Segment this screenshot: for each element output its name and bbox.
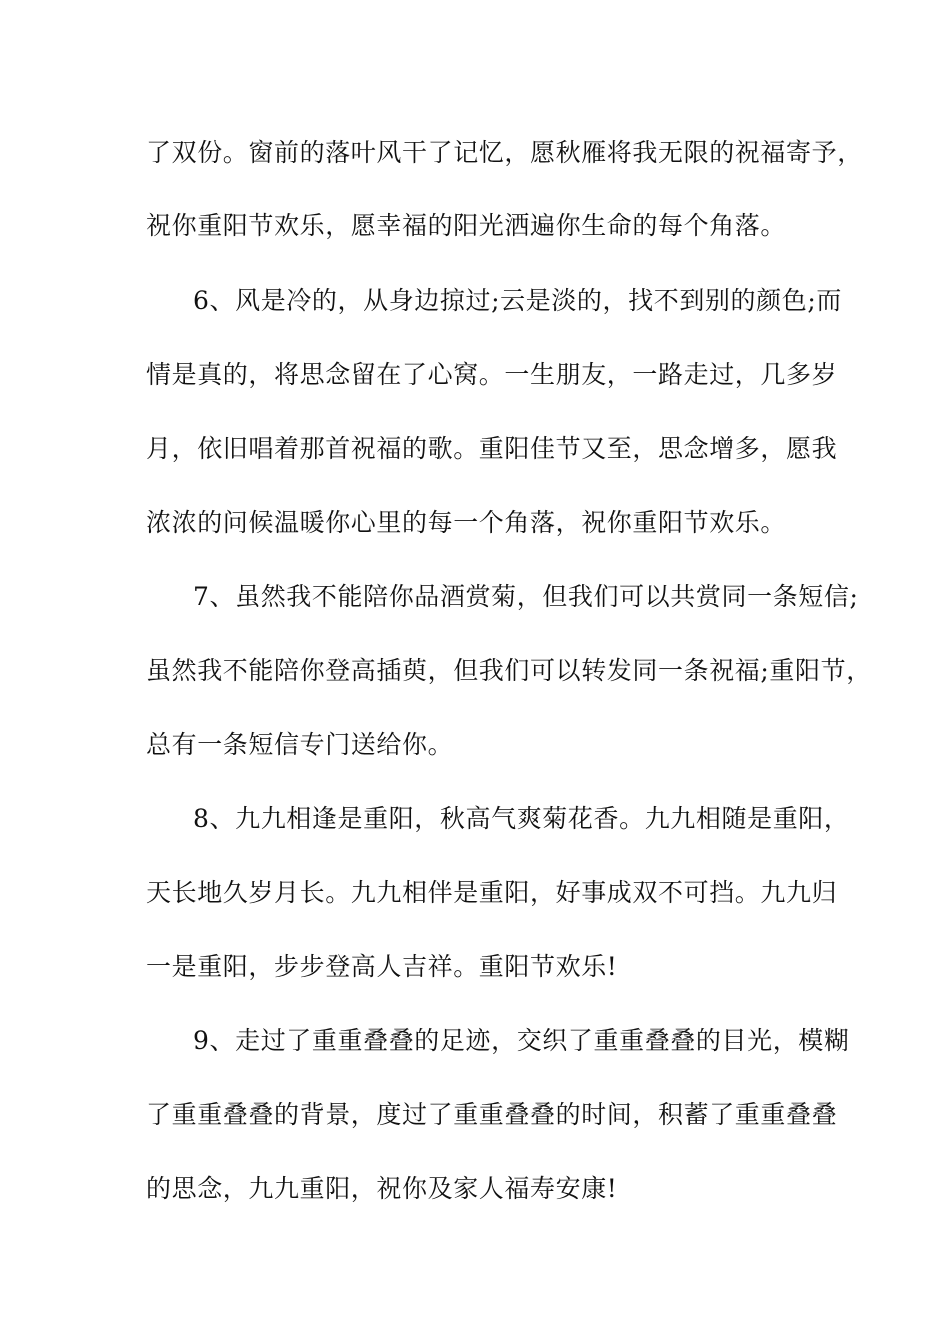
- text-line: 了双份。窗前的落叶风干了记忆，愿秋雁将我无限的祝福寄予，: [146, 138, 863, 167]
- text-line: 的思念，九九重阳，祝你及家人福寿安康!: [146, 1174, 618, 1203]
- paragraph-7-start: 7、虽然我不能陪你品酒赏菊，但我们可以共赏同一条短信;: [193, 582, 859, 611]
- text-line: 祝你重阳节欢乐，愿幸福的阳光洒遍你生命的每个角落。: [146, 211, 787, 240]
- text-line: 天长地久岁月长。九九相伴是重阳，好事成双不可挡。九九归: [146, 878, 838, 907]
- paragraph-6-start: 6、风是冷的，从身边掠过;云是淡的，找不到别的颜色;而: [193, 286, 842, 315]
- text-line: 总有一条短信专门送给你。: [146, 730, 454, 759]
- text-line: 了重重叠叠的背景，度过了重重叠叠的时间，积蓄了重重叠叠: [146, 1100, 838, 1129]
- paragraph-9-start: 9、走过了重重叠叠的足迹，交织了重重叠叠的目光，模糊: [193, 1026, 850, 1055]
- text-line: 虽然我不能陪你登高插萸，但我们可以转发同一条祝福;重阳节，: [146, 656, 872, 685]
- paragraph-8-start: 8、九九相逢是重阳，秋高气爽菊花香。九九相随是重阳，: [193, 804, 850, 833]
- text-line: 月，依旧唱着那首祝福的歌。重阳佳节又至，思念增多，愿我: [146, 434, 838, 463]
- text-line: 一是重阳，步步登高人吉祥。重阳节欢乐!: [146, 952, 618, 981]
- text-line: 浓浓的问候温暖你心里的每一个角落，祝你重阳节欢乐。: [146, 508, 787, 537]
- text-line: 情是真的，将思念留在了心窝。一生朋友，一路走过，几多岁: [146, 360, 838, 389]
